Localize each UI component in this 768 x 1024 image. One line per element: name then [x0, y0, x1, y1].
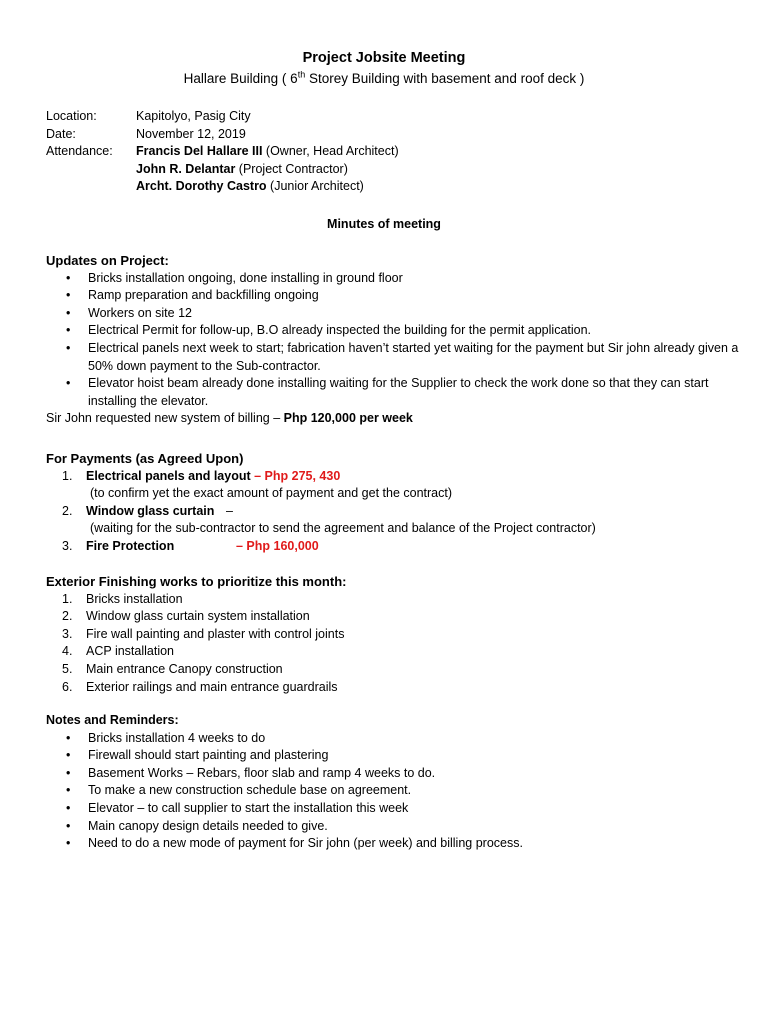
list-item [46, 643, 746, 661]
list-item: • Main canopy design details needed to give. [46, 818, 748, 836]
item-number: 1. [62, 591, 73, 606]
item-text: ACP installation [86, 644, 175, 659]
payment-amount: – Php 160,000 [236, 538, 319, 553]
list-item: • Ramp preparation and backfilling ongoing [46, 287, 748, 305]
item-number: 1. [62, 468, 73, 483]
list-item: • Bricks installation 4 weeks to do [46, 730, 748, 748]
item-number: 2. [62, 609, 73, 624]
attendee-name: John R. Delantar [136, 161, 236, 176]
payment-item [46, 503, 746, 521]
attendee-name: Francis Del Hallare III [136, 144, 263, 159]
date-value: November 12, 2019 [136, 126, 246, 141]
location-label: Location: [46, 109, 97, 123]
exterior-section [46, 573, 746, 696]
payments-list [46, 468, 750, 556]
item-text: Main entrance Canopy construction [86, 661, 283, 676]
item-text: Fire wall painting and plaster with control joints [86, 626, 345, 641]
item-text: Exterior railings and main entrance guardrails [86, 679, 338, 694]
list-item: • Electrical Permit for follow-up, B.O already inspected the building for the permit application. [46, 322, 748, 340]
payment-item [46, 538, 746, 556]
item-number: 3. [62, 626, 73, 641]
list-item: • Electrical panels next week to start; fabrication haven’t started yet waiting for the payment but Sir john already given a 50% down payment to the Sub-contractor. [46, 340, 748, 375]
list-item: • Basement Works – Rebars, floor slab and ramp 4 weeks to do. [46, 765, 748, 783]
billing-note-text: Sir John requested new system of billing – [46, 411, 284, 426]
page-title: Project Jobsite Meeting [302, 50, 466, 66]
page-subtitle [0, 69, 768, 88]
list-item [46, 591, 746, 609]
notes-list [46, 730, 748, 853]
payment-label: Window glass curtain [86, 503, 215, 518]
payments-heading: For Payments (as Agreed Upon) [46, 451, 244, 466]
attendee [136, 161, 348, 179]
attendance-label: Attendance: [46, 144, 113, 159]
payment-dash: – [226, 503, 233, 518]
payments-section [46, 450, 750, 556]
billing-note [46, 410, 748, 428]
subtitle-superscript: th [297, 69, 306, 80]
exterior-heading: Exterior Finishing works to prioritize this month: [46, 574, 347, 589]
list-item: • Bricks installation ongoing, done installing in ground floor [46, 270, 748, 288]
notes-section [46, 712, 748, 853]
payment-label: Electrical panels and layout [86, 468, 251, 483]
list-item [46, 626, 746, 644]
item-text: Window glass curtain system installation [86, 609, 310, 624]
attendee-role: (Junior Architect) [266, 179, 364, 194]
payment-note: (to confirm yet the exact amount of payment and get the contract) [90, 486, 452, 501]
list-item: • Elevator – to call supplier to start the installation this week [46, 800, 748, 818]
list-item: • Workers on site 12 [46, 305, 748, 323]
item-number: 2. [62, 503, 73, 518]
notes-heading: Notes and Reminders: [46, 713, 179, 727]
list-item: • To make a new construction schedule base on agreement. [46, 782, 748, 800]
list-item [46, 608, 746, 626]
payment-note: (waiting for the sub-contractor to send the agreement and balance of the Project contractor) [90, 521, 596, 536]
updates-section [46, 252, 748, 428]
subtitle-text-end: Storey Building with basement and roof deck ) [305, 71, 585, 86]
attendee-role: (Project Contractor) [235, 161, 348, 176]
item-text: Bricks installation [86, 591, 183, 606]
list-item: • Elevator hoist beam already done installing waiting for the Supplier to check the work done so that they can start installing the elevator. [46, 375, 748, 410]
list-item [46, 679, 746, 697]
payment-label: Fire Protection [86, 538, 175, 553]
payment-item [46, 468, 746, 486]
attendee [136, 143, 399, 161]
attendee-name: Archt. Dorothy Castro [136, 179, 267, 194]
exterior-list [46, 591, 746, 697]
item-number: 5. [62, 661, 73, 676]
minutes-heading: Minutes of meeting [327, 217, 441, 231]
attendee-role: (Owner, Head Architect) [262, 144, 399, 159]
item-number: 6. [62, 679, 73, 694]
updates-heading: Updates on Project: [46, 253, 169, 268]
date-label: Date: [46, 126, 76, 141]
billing-amount: Php 120,000 per week [283, 411, 413, 426]
location-value: Kapitolyo, Pasig City [136, 109, 251, 123]
list-item [46, 661, 746, 679]
list-item: • Firewall should start painting and plastering [46, 747, 748, 765]
payment-amount: – Php 275, 430 [250, 468, 341, 483]
attendee [136, 178, 364, 196]
list-item: • Need to do a new mode of payment for Sir john (per week) and billing process. [46, 835, 748, 853]
item-number: 3. [62, 538, 73, 553]
updates-list [46, 270, 748, 411]
subtitle-text: Hallare Building ( 6 [183, 71, 298, 86]
item-number: 4. [62, 644, 73, 659]
